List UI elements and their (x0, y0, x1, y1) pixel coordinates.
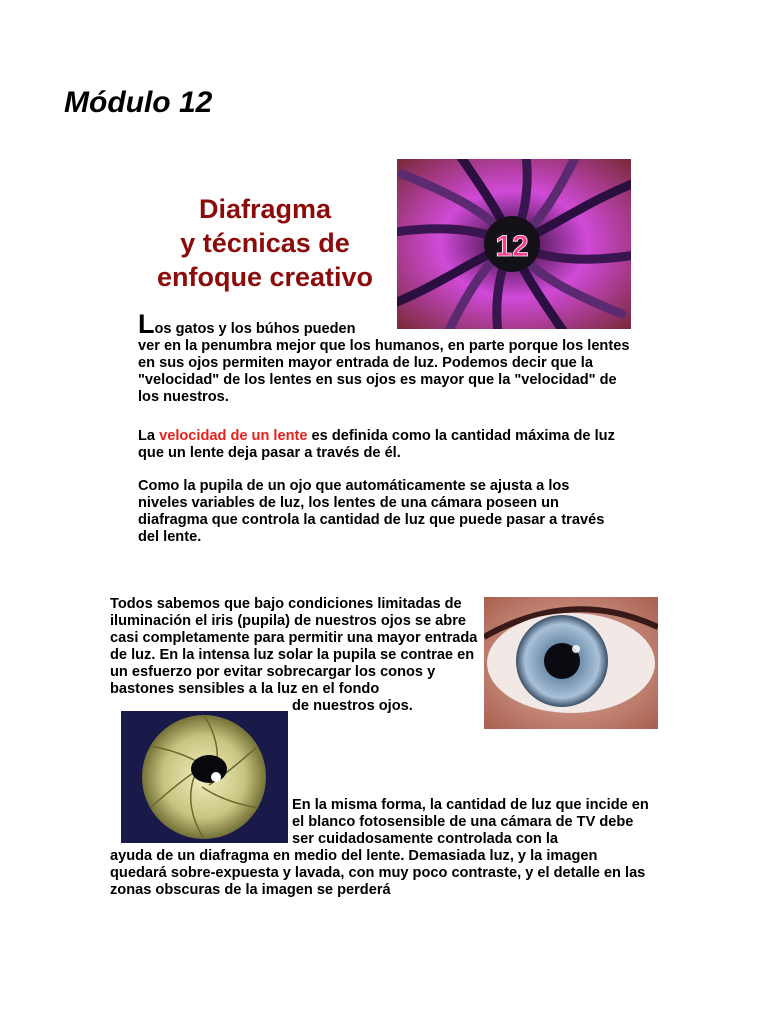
paragraph-lens-speed (138, 428, 638, 462)
paragraph-intro (138, 309, 638, 406)
paragraph-iris (110, 596, 482, 714)
module-title: Módulo 12 (64, 86, 213, 119)
paragraph-intro-body: ver en la penumbra mejor que los humanos, en parte porque los lentes en sus ojos permiten mayor entrada de luz. Podemos decir que la "velocidad" de los lentes en sus ojos es mayor que la "velocidad" de los nuestros. (138, 338, 630, 405)
paragraph-lens-speed-rest: es definida como la cantidad máxima de luz que un lente deja pasar a través de él. (138, 428, 615, 461)
spiral-module-image (397, 159, 631, 329)
paragraph-lens-speed-prefix: La (138, 428, 160, 444)
drop-cap: L (138, 309, 155, 339)
paragraph-tv-camera-indented: En la misma forma, la cantidad de luz que incide en el blanco fotosensible de una cámara de TV debe ser cuidadosamente controlada con la (292, 797, 649, 847)
paragraph-diaphragm: Como la pupila de un ojo que automáticamente se ajusta a los niveles variables de luz, los lentes de una cámara poseen un diafragma que controla la cantidad de luz que puede pasar a través del lente. (138, 478, 605, 545)
lens-speed-highlight: velocidad de un lente (159, 428, 308, 444)
paragraph-iris-body: Todos sabemos que bajo condiciones limitadas de iluminación el iris (pupila) de nuestros ojos se abre casi completamente para permitir una mayor entrada de luz. En la intensa luz solar la pupila se contrae en un esfuerzo por evitar sobrecargar los conos y bastones sensibles a la luz en el fondo (110, 596, 478, 697)
section-title (130, 192, 400, 294)
section-title-line-3: enfoque creativo (156, 262, 374, 292)
section-title-line-2: y técnicas de (180, 228, 350, 258)
paragraph-tv-camera (110, 797, 658, 899)
paragraph-tv-camera-rest: ayuda de un diafragma en medio del lente. Demasiada luz, y la imagen quedará sobre-expuesta y lavada, con muy poco contraste, y el detalle en las zonas obscuras de la imagen se perderá (110, 848, 646, 898)
section-title-line-1: Diafragma (198, 194, 332, 224)
hero-number-label: 12 (495, 230, 529, 263)
paragraph-iris-tail: de nuestros ojos. (292, 698, 413, 714)
paragraph-intro-lead: os gatos y los búhos pueden (154, 321, 356, 337)
eye-photo (484, 597, 658, 729)
paragraph-intro-first-line (138, 309, 638, 339)
